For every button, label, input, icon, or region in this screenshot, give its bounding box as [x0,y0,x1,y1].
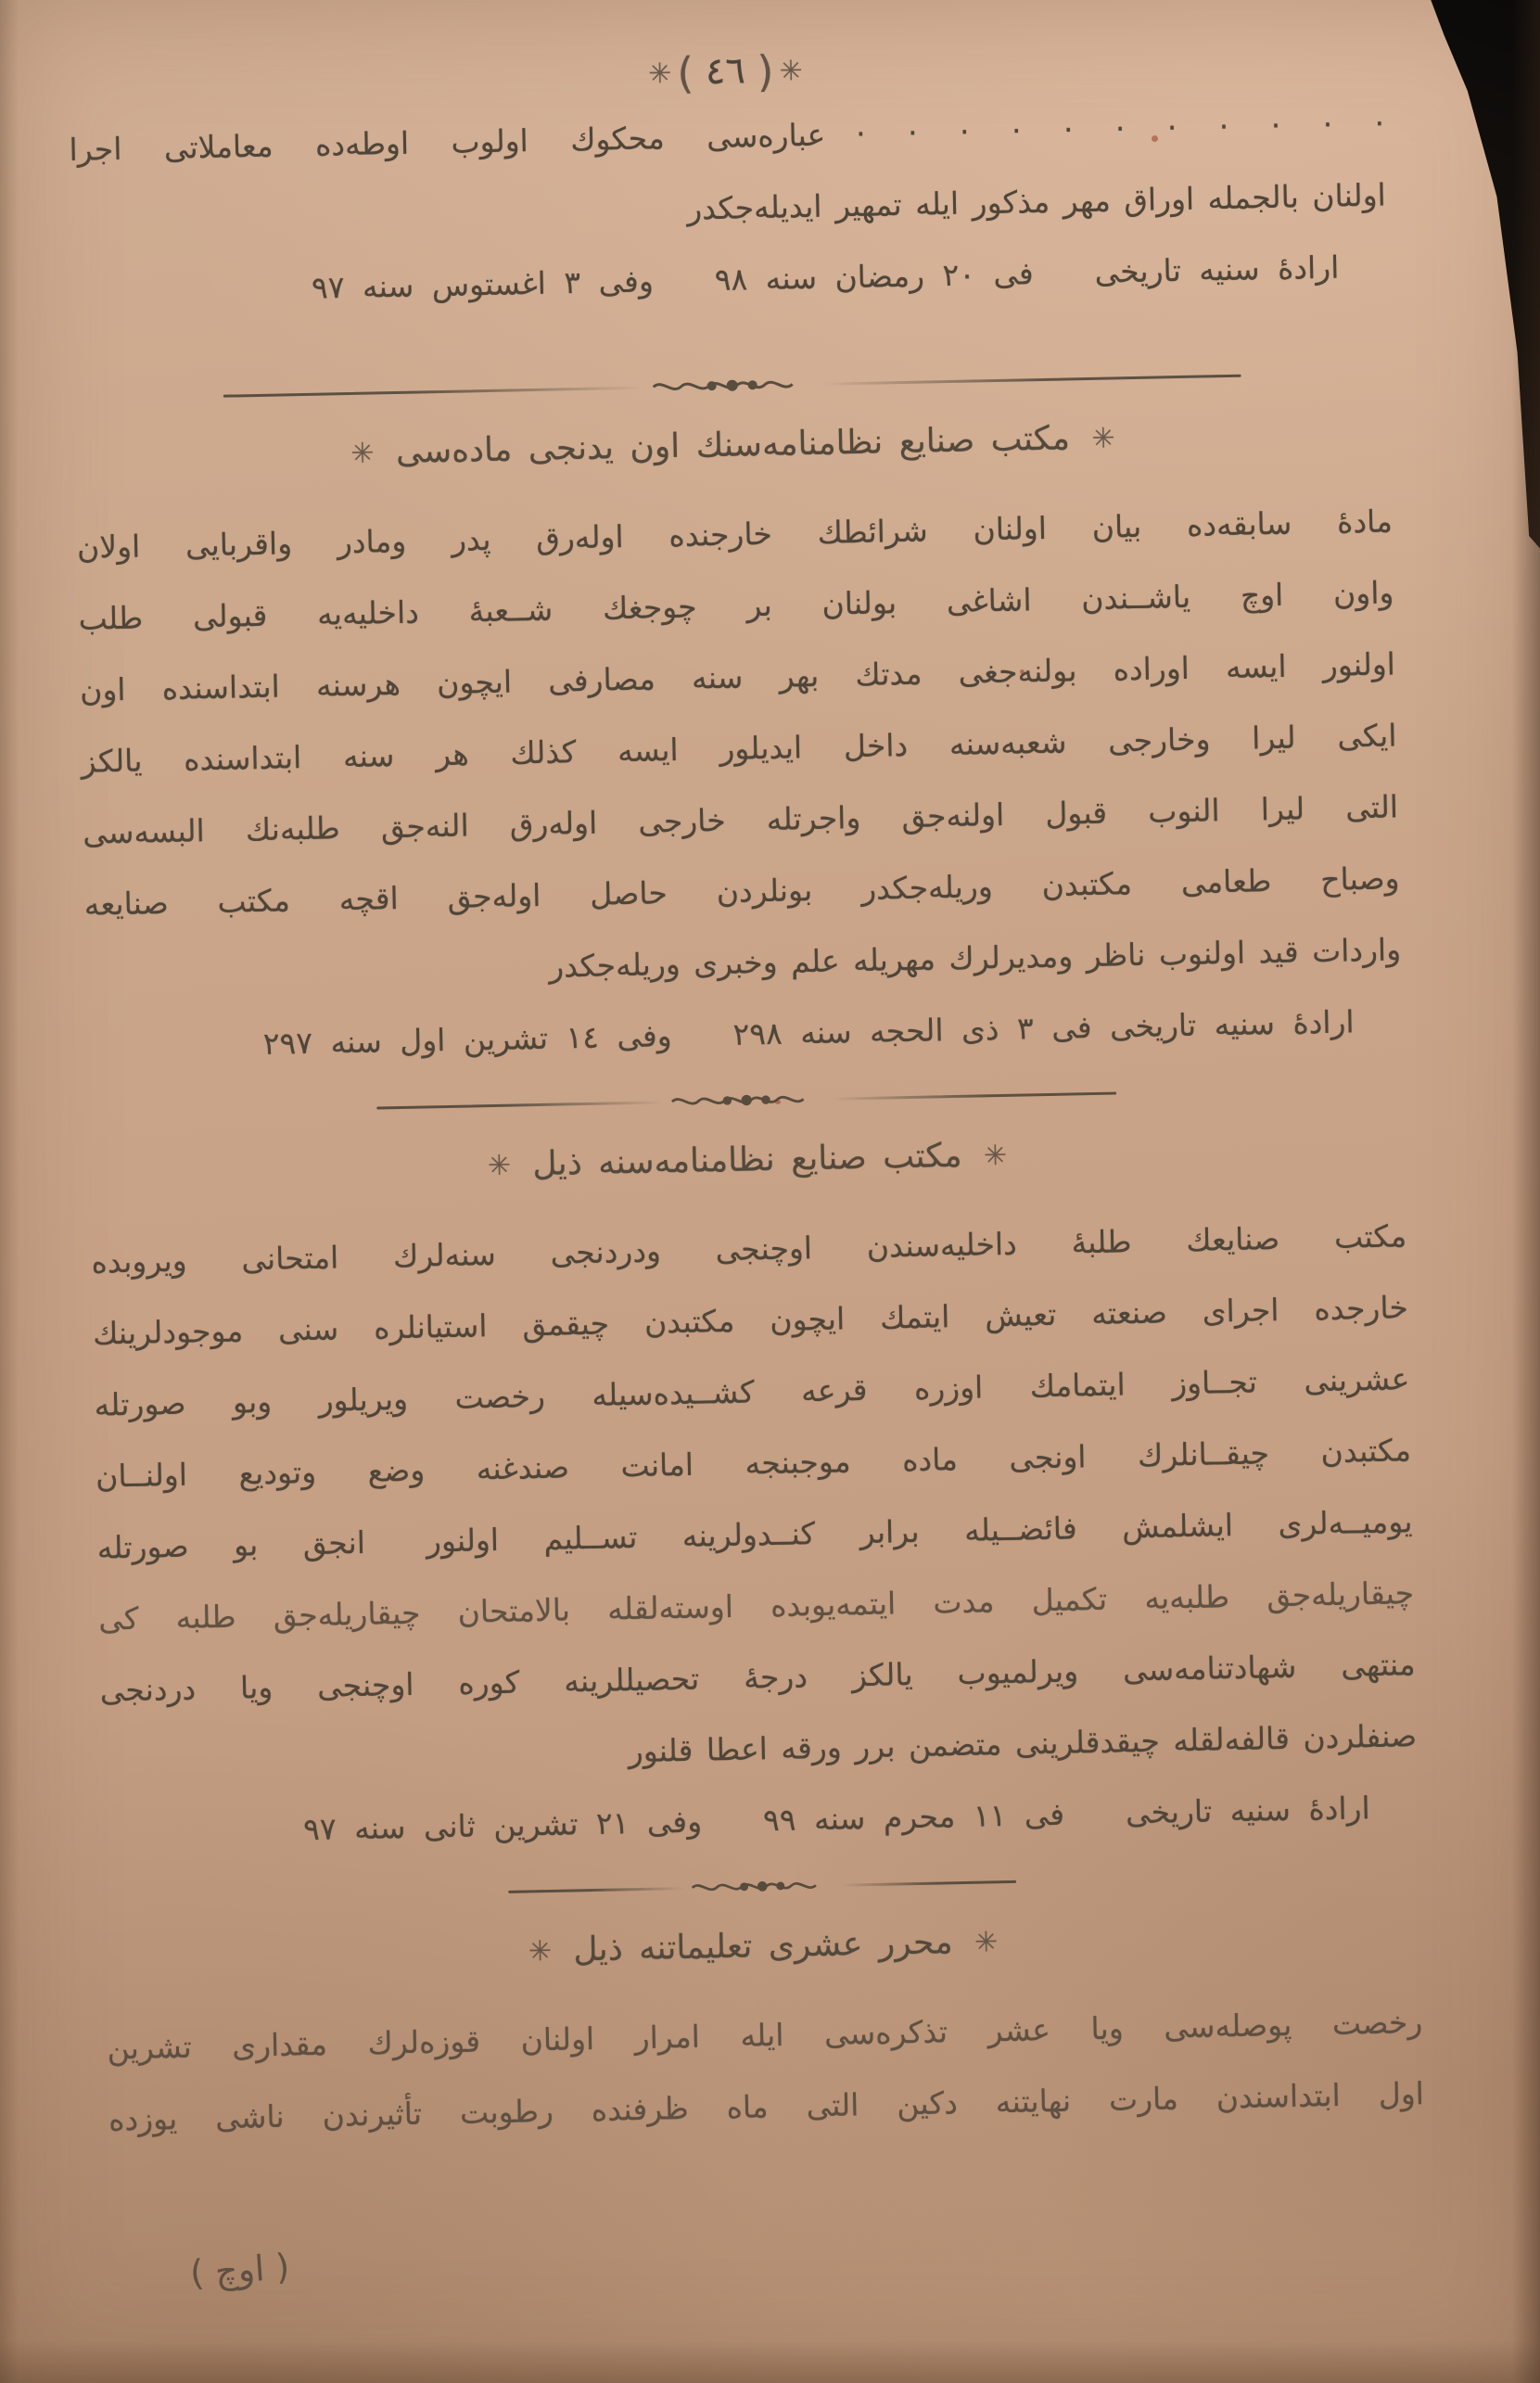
divider-rule [508,1887,684,1893]
fleuron-icon: ✳ [487,1149,512,1183]
text-line: مادهٔ سابقه‌ده بیان اولنان شرائطك خارجنده اوله‌رق پدر ومادر واقربایی اولان [76,503,1394,566]
divider-rule [376,1101,664,1109]
date-line: ارادهٔ سنیه تاریخی فی ١١ محرم سنه ٩٩ وفی ٢١ تشرین ثانی سنه ٩٧ [302,1790,1371,1848]
text-line: خارجده اجرای صنعته تعیش ایتمك ایچون مکتبدن چیقمق استیانلره سنی موجودلرینك [92,1289,1409,1352]
section-heading-text: مکتب صنایع نظامنامه‌سنه ذیل [532,1136,962,1184]
divider-rule [223,386,644,397]
divider-ornament-icon [648,375,815,397]
section-heading [89,1119,1406,1202]
text-line: اولنور ایسه اوراده بولنه‌جغی مدتك بهر سنه مصارفی ایچون هرسنه ابتداسنده اون [79,645,1396,708]
section-heading-text: محرر عشری تعلیماتنه ذیل [573,1923,953,1969]
text-line: اول ابتداسندن مارت نهایتنه دکین التی ماه ظرفنده رطوبت تأثیرندن ناشی یوزده [108,2075,1425,2138]
text-line: وصباح طعامی مکتبدن وریله‌جکدر بونلردن حاصل اوله‌جق اقچه مکتب صنایعه [83,860,1400,923]
text-line: چیقاریله‌جق طلبه‌یه تکمیل مدت ایتمه‌یوبده اوسته‌لقله بالامتحان چیقاریله‌جق طلبه کی [97,1574,1415,1638]
section-heading [105,1905,1421,1988]
text-line: مکتبدن چیقــانلرك اونجی ماده موجبنجه امانت صندغنه وضع وتودیع اولنــان [95,1432,1412,1495]
fleuron-icon: ✳ [528,1934,553,1969]
divider-ornament-icon [688,1876,836,1897]
text-line: مکتب صنایعك طلبهٔ داخلیه‌سندن اوچنجی ودردنجی سنه‌لرك امتحانی ویروبده [91,1217,1407,1281]
text-line: واون اوچ یاشــندن اشاغی بولنان بر چوجغك شــعبهٔ داخلیه‌یه قبولی طلب [78,574,1394,637]
catchword: ( اوچ ) [188,2246,291,2294]
page-number-value: ٤٦ [705,49,746,94]
close-paren: ) [757,45,775,97]
section-divider [74,356,1390,414]
text-line: منتهی شهادتنامه‌سی ویرلمیوب یالکز درجهٔ تحصیللرینه کوره اوچنجی ویا دردنجی [99,1646,1416,1709]
fleuron-icon: ✳ [350,437,375,470]
body-paragraph [76,485,1403,1082]
opening-paragraph [69,88,1388,328]
text-line: رخصت پوصله‌سی ویا عشر تذکره‌سی ایله امرار اولنان قوزه‌لرك مقداری تشرین [107,2004,1423,2067]
text-line: عشرینی تجــاوز ایتمامك اوزره قرعه کشــیده‌سیله رخصت ویریلور وبو صورتله [94,1360,1410,1423]
divider-rule [819,374,1241,385]
fleuron-icon: ✳ [779,55,804,88]
text-line: اولنان بالجمله اوراق مهر مذکور ایله تمهیر ایدیله‌جکدر [686,176,1387,227]
section-heading [75,404,1392,487]
text-line: یومیــه‌لری ایشلمش فائضــیله برابر کنــدولرینه تســلیم اولنور انجق بو صورتله [96,1503,1413,1566]
divider-rule [829,1091,1116,1100]
section-divider [104,1857,1419,1915]
divider-ornament-icon [667,1090,824,1111]
text-line: التی لیرا النوب قبول اولنه‌جق واجرتله خارجی اوله‌رق النه‌جق طلبه‌نك البسه‌سی [82,788,1399,851]
section-heading-text: مکتب صنایع نظامنامه‌سنك اون یدنجی ماده‌سی [395,419,1071,471]
body-paragraph [107,1986,1425,2155]
fleuron-icon: ✳ [983,1139,1008,1173]
fleuron-icon: ✳ [647,57,672,91]
divider-rule [840,1880,1016,1886]
fleuron-icon: ✳ [974,1926,999,1959]
text-line: · · · · · · · · · · · عبارەسی محکوك اولوب اوطه‌ده معاملاتی اجرا [69,105,1385,168]
date-line: ارادهٔ سنیه تاریخی فی ٣ ذی الحجه سنه ٢٩٨ وفی ١٤ تشرین اول سنه ٢٩٧ [262,1003,1355,1062]
fleuron-icon: ✳ [1091,422,1115,455]
text-line: صنفلردن قالفه‌لقله چیقدقلرینی متضمن برر ورقه اعطا قلنور [628,1717,1418,1770]
open-paren: ( [676,47,694,98]
body-paragraph [91,1200,1419,1868]
text-line: واردات قید اولنوب ناظر ومدیرلرك مهریله علم وخبری وریله‌جکدر [548,931,1402,985]
text-line: ایکی لیرا وخارجی شعبه‌سنه داخل ایدیلور ایسه کذلك هر سنه ابتداسنده یالکز [81,717,1397,780]
section-divider [88,1071,1404,1128]
date-line: ارادهٔ سنیه تاریخی فی ٢٠ رمضان سنه ٩٨ وفی ٣ اغستوس سنه ٩٧ [311,248,1340,306]
